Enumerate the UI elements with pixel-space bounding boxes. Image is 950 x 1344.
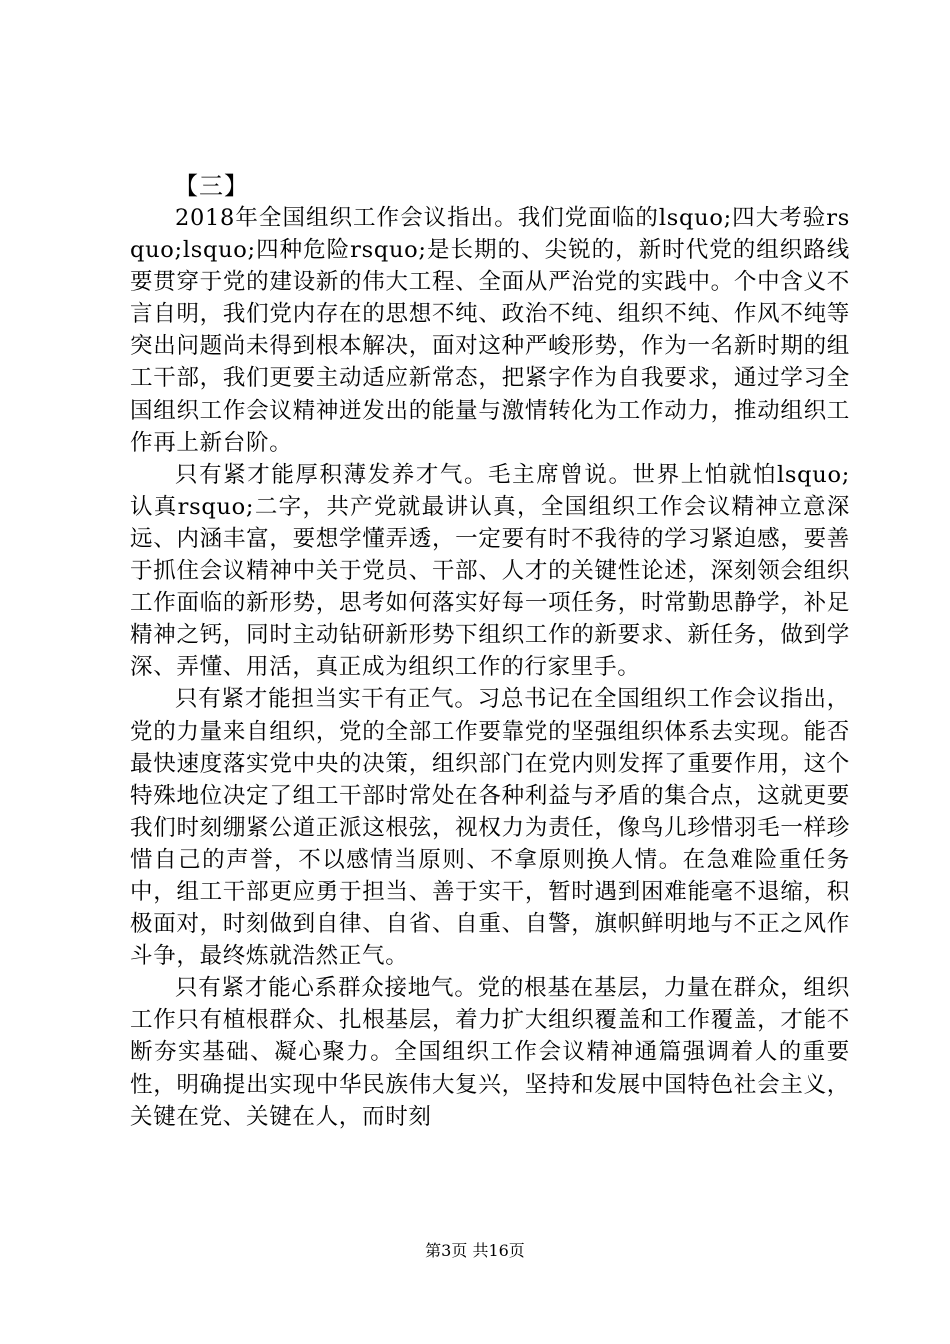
paragraph: 只有紧才能担当实干有正气。习总书记在全国组织工作会议指出，党的力量来自组织，党的全部工作要靠党的坚强组织体系去实现。能否最快速度落实党中央的决策，组织部门在党内则发挥了重要作用，这个特殊地位决定了组工干部时常处在各种利益与矛盾的集合点，这就更要我们时刻绷紧公道正派这根弦，视权力为责任，像鸟儿珍惜羽毛一样珍惜自己的声誉，不以感情当原则、不拿原则换人情。在急难险重任务中，组工干部更应勇于担当、善于实干，暂时遇到困难能毫不退缩，积极面对，时刻做到自律、自省、自重、自警，旗帜鲜明地与不正之风作斗争，最终炼就浩然正气。 <box>130 686 850 970</box>
paragraph: 只有紧才能厚积薄发养才气。毛主席曾说。世界上怕就怕lsquo;认真rsquo;二字，共产党就最讲认真，全国组织工作会议精神立意深远、内涵丰富，要想学懂弄透，一定要有时不我待的学习紧迫感，要善于抓住会议精神中关于党员、干部、人才的关键性论述，深刻领会组织工作面临的新形势，思考如何落实好每一项任务，时常勤思静学，补足精神之钙，同时主动钻研新形势下组织工作的新要求、新任务，做到学深、弄懂、用活，真正成为组织工作的行家里手。 <box>130 461 850 681</box>
document-body <box>130 202 850 1133</box>
page-footer: 第3页 共16页 <box>425 1241 525 1260</box>
paragraph: 2018年全国组织工作会议指出。我们党面临的lsquo;四大考验rsquo;lsquo;四种危险rsquo;是长期的、尖锐的，新时代党的组织路线要贯穿于党的建设新的伟大工程、全面从严治党的实践中。个中含义不言自明，我们党内存在的思想不纯、政治不纯、组织不纯、作风不纯等突出问题尚未得到根本解决，面对这种严峻形势，作为一名新时期的组工干部，我们更要主动适应新常态，把紧字作为自我要求，通过学习全国组织工作会议精神迸发出的能量与激情转化为工作动力，推动组织工作再上新台阶。 <box>130 205 850 456</box>
paragraph: 只有紧才能心系群众接地气。党的根基在基层，力量在群众，组织工作只有植根群众、扎根基层，着力扩大组织覆盖和工作覆盖，才能不断夯实基础、凝心聚力。全国组织工作会议精神通篇强调着人的重要性，明确提出实现中华民族伟大复兴，坚持和发展中国特色社会主义，关键在党、关键在人，而时刻 <box>130 975 850 1130</box>
section-heading: 【三】 <box>174 172 249 200</box>
